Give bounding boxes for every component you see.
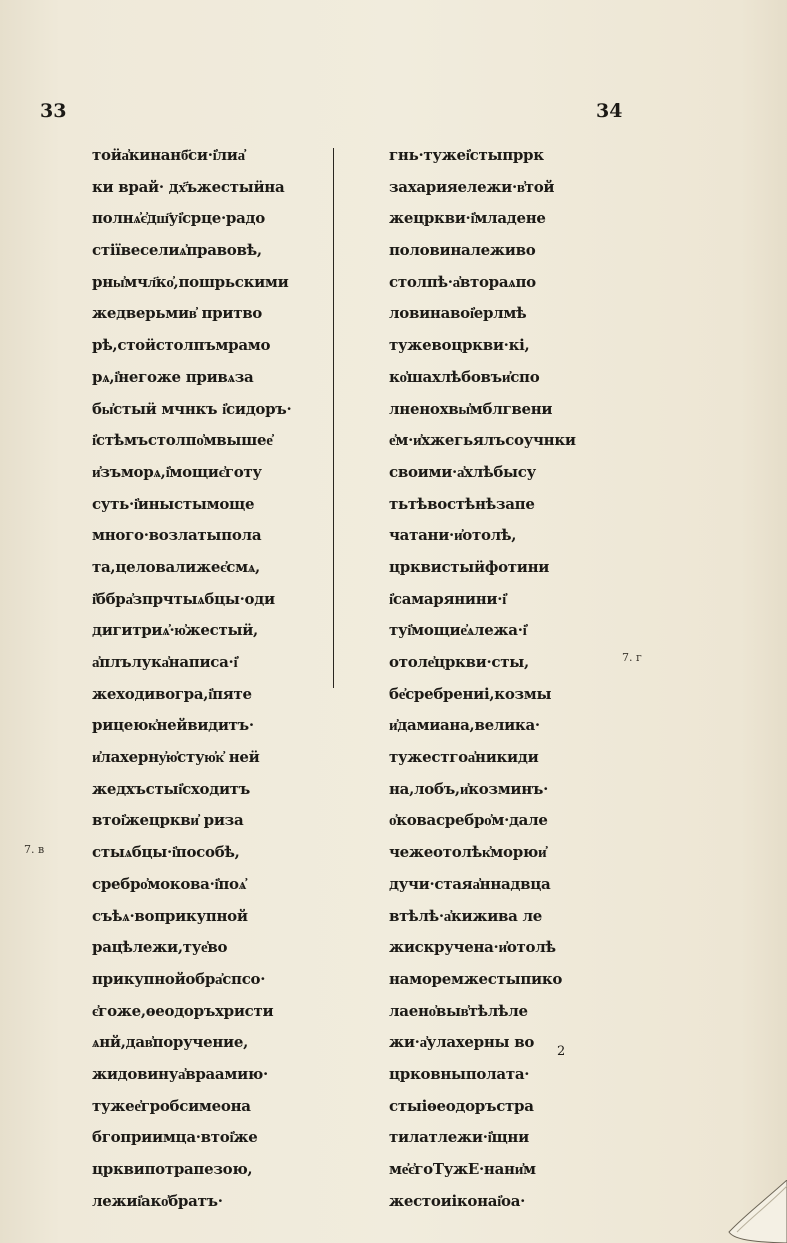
text-line: стыѧбцы·і҆пособѣ, <box>92 843 240 862</box>
text-line: много·возлатыпола <box>92 526 262 545</box>
text-line: бе҆сребрениі,козмы <box>389 684 552 703</box>
text-line: полнѧ҆є҆дш҃уі҆срце·радо <box>92 209 265 228</box>
text-line: наморемжестыпико <box>389 969 563 988</box>
text-line: дучи·стаяа҆ннадвца <box>389 874 551 893</box>
page-number-right: 34 <box>596 100 623 122</box>
text-line: і҆стѣмъстолпо҆мвышее҆ <box>92 431 273 450</box>
text-line: жестоиіконаі҆оа· <box>389 1191 526 1210</box>
text-line: жискручена·и҆отолѣ <box>389 938 556 957</box>
text-line: и҆лахерну҆ю҆стую҆к҆ неӥ <box>92 748 260 767</box>
left-text-column <box>92 140 332 1217</box>
text-line: туі҆мощие҆ѧлежа·і҆ <box>389 621 527 640</box>
text-line: жи·а҆улахерны во <box>389 1033 535 1052</box>
text-line: є҆гоже,ѳеодоръхристи <box>92 1001 274 1020</box>
text-line: ко҆шахлѣбовъи҆спо <box>389 367 540 386</box>
text-line: суть·і҆иныстымоще <box>92 494 255 513</box>
text-line: црквистыӥфотини <box>389 557 550 576</box>
text-line: втѣлѣ·а҆кижива ле <box>389 906 543 925</box>
text-line: столпѣ·а҆втораѧпо <box>389 272 536 291</box>
text-line: лненохвы҆мблгвени <box>389 399 553 418</box>
text-line: лаено҆выв҆тѣлѣле <box>389 1001 528 1020</box>
text-line: ловинавоі҆ерлмѣ <box>389 304 527 323</box>
text-line: тьтѣвостѣнѣзапе <box>389 494 535 513</box>
text-line: рацѣлежи,туе҆во <box>92 938 228 957</box>
text-line: і҆ббра҆зпрчтыѧбцы·оди <box>92 589 275 608</box>
text-line: та,целовалижеє҆смѧ, <box>92 557 260 576</box>
right-text-column <box>389 140 629 1217</box>
text-line: и҆дамиана,велика· <box>389 716 540 735</box>
text-line: отоле҆цркви·сты, <box>389 653 529 671</box>
text-line: съѣѧ·воприкупной <box>92 906 248 925</box>
text-line: рны҆мчл҃ко҆,пошрьскими <box>92 272 289 291</box>
margin-note-left: 7. в <box>24 843 45 856</box>
text-line: на,лобъ,и҆козминъ· <box>389 779 549 798</box>
text-line: і҆самарянини·і҆ <box>389 589 507 608</box>
text-line: дигитриѧ҆·ю҆жестыӥ, <box>92 621 258 640</box>
text-line: а҆плълука҆написа·і҆ <box>92 653 238 671</box>
text-line: чатани·и҆отолѣ, <box>389 526 517 545</box>
text-line: тужевоцркви·кі, <box>389 336 530 355</box>
text-line: црковныполата· <box>389 1064 530 1083</box>
text-line: своими·а҆хлѣбысу <box>389 462 536 481</box>
text-line: ѧнй,дав҆поручение, <box>92 1033 249 1052</box>
text-line: чежеотолѣк҆морюи҆ <box>389 843 547 862</box>
page-curl-corner <box>725 1180 787 1243</box>
text-line: тилатлежи·і҆щни <box>389 1128 529 1147</box>
text-line: тоӥа҆кинанб҃си·і҆лиа҆ <box>92 146 245 164</box>
text-line: црквипотрапезою, <box>92 1160 253 1178</box>
page-number-left: 33 <box>40 100 67 122</box>
text-line: бгоприимца·втоі҆же <box>92 1128 258 1147</box>
text-line: жидовинуа҆враамию· <box>92 1064 268 1083</box>
margin-note-right: 7. г <box>622 651 642 664</box>
text-line: ки врай· дх҃ъжестыӥна <box>92 177 285 196</box>
text-line: захарияележи·в҆той <box>389 177 555 196</box>
text-line: ме҆є҆гоТужЕ·нани҆м <box>389 1160 536 1178</box>
text-line: о҆ковасребро҆м·дале <box>389 811 548 830</box>
text-line: жедверьмив҆ притво <box>92 304 263 323</box>
text-line: жеходивогра,і҆пяте <box>92 684 252 703</box>
text-line: стыіѳеодоръстра <box>389 1096 534 1115</box>
text-line: рѧ,і҆негоже привѧза <box>92 367 254 386</box>
signature-mark: 2 <box>557 1044 566 1059</box>
text-line: стіївеселиѧ҆правовѣ, <box>92 241 262 260</box>
text-line: и҆зъморѧ,і҆мощиє҆готу <box>92 462 262 481</box>
text-line: рицеюк҆нейвидитъ· <box>92 716 254 735</box>
text-line: тужее҆гробсимеона <box>92 1096 251 1115</box>
text-line: втоі҆жецркви҆ риза <box>92 811 244 830</box>
text-line: гнь·тужеі҆стыпррк <box>389 146 544 164</box>
text-line: е҆м·и҆хжегьялъсоучнки <box>389 431 576 450</box>
text-line: жецркви·і҆младене <box>389 209 546 228</box>
text-line: жедхъстыі҆сходитъ <box>92 779 250 798</box>
text-line: половиналеживо <box>389 241 536 260</box>
text-line: бы҆стыӥ мчнкъ і҆сидоръ· <box>92 399 292 418</box>
text-line: сребро҆мокова·і҆поѧ҆ <box>92 874 246 893</box>
text-line: прикупнойобра҆спсо· <box>92 969 266 988</box>
column-divider <box>333 148 334 688</box>
text-line: тужестгоа҆никиди <box>389 748 539 767</box>
text-line: лежиі҆ако҆братъ· <box>92 1191 223 1210</box>
text-line: рѣ,стоӥстолпъмрамо <box>92 336 271 355</box>
